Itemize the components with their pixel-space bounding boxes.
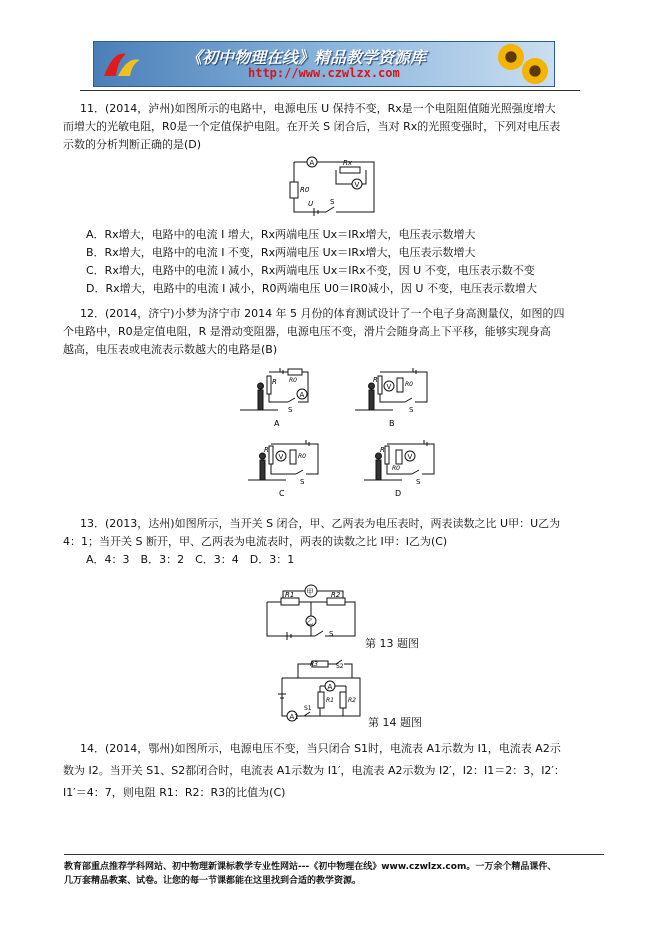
sunflower-icon	[498, 44, 524, 70]
q12-figure-c-label: C	[279, 489, 285, 498]
sunflower-icon	[522, 58, 548, 84]
q12b-s-label: S	[409, 406, 414, 414]
q12b-r-label: R	[373, 376, 378, 384]
q13-jia-label: 甲	[306, 588, 314, 596]
header-rule	[80, 90, 580, 91]
q12-line-1: 12．(2014，济宁)小梦为济宁市 2014 年 5 月份的体育测试设计了一个电子身高测量仪，如图的四	[80, 307, 565, 320]
footer-line-2: 几万套精品教案、试卷。让您的每一节课都能在这里找到合适的教学资源。	[64, 876, 362, 886]
q13-circuit-diagram	[263, 578, 363, 642]
q12-figure-a	[238, 366, 318, 430]
header-banner	[93, 41, 555, 87]
q12-figure-c	[246, 440, 326, 504]
footer-rule	[64, 854, 604, 855]
q12c-r-label: R	[264, 446, 269, 454]
q13-line-2: 4：1；当开关 S 断开，甲、乙两表为电流表时，两表的读数之比 I甲：I乙为(C)	[63, 535, 448, 548]
q11-line-1: 11．(2014，泸州)如图所示的电路中，电源电压 U 保持不变，Rx是一个电阻阻值随光照强度增大	[80, 102, 556, 115]
banner-url: http://www.czwlzx.com	[248, 66, 400, 80]
q12c-voltmeter-label: V	[278, 453, 284, 461]
footer-line-1: 教育部重点推荐学科网站、初中物理新课标教学专业性网站---《初中物理在线》www.czwlzx.com。一万余个精品课件、	[64, 862, 557, 872]
q14-circuit-diagram	[274, 658, 370, 724]
q12a-ammeter-label: A	[299, 391, 305, 399]
q12-figure-b	[353, 366, 433, 430]
banner-title: 《初中物理在线》精品教学资源库	[186, 48, 427, 67]
q13-line-1: 13．(2013，达州)如图所示，当开关 S 闭合，甲、乙两表为电压表时，两表读数之比 U甲：U乙为	[80, 517, 561, 530]
q11-u-label: U	[308, 200, 314, 208]
q14-r2-label: R2	[348, 697, 356, 704]
q12d-r0-label: R0	[392, 465, 400, 472]
q11-line-2: 而增大的光敏电阻，R0是一个定值保护电阻。在开关 S 闭合后，当对 Rx的光照变强时，下列对电压表	[63, 120, 561, 133]
q12a-s-label: S	[288, 406, 293, 414]
q13-r2-label: R2	[331, 591, 341, 599]
q11-s-label: S	[330, 198, 335, 206]
q11-voltmeter-label: V	[354, 181, 360, 189]
q13-yi-label: 乙	[306, 618, 314, 626]
q14-line-3: I1′＝4：7，则电阻 R1：R2：R3的比值为(C)	[63, 786, 286, 799]
q14-line-1: 14．(2014，鄂州)如图所示，电源电压不变，当只闭合 S1时，电流表 A1示数为 I1，电流表 A2示	[80, 742, 561, 755]
q12d-voltmeter-label: V	[407, 453, 413, 461]
q11-line-3: 示数的分析判断正确的是(D)	[63, 138, 202, 151]
q12a-r-label: R	[272, 378, 277, 386]
q14-a2-label: A	[327, 683, 333, 691]
q11-ammeter-label: A	[309, 159, 315, 167]
q11-option-b: B．Rx增大，电路中的电流 I 不变，Rx两端电压 Ux＝IRx增大，电压表示数增大	[86, 246, 476, 259]
q11-option-c: C．Rx增大，电路中的电流 I 减小，Rx两端电压 Ux＝IRx不变，因 U 不变，电压表示数不变	[86, 264, 535, 277]
q14-s1-label: S1	[304, 705, 312, 712]
q11-rx-label: Rx	[343, 159, 353, 167]
q12b-voltmeter-label: V	[386, 383, 392, 391]
q12b-r0-label: R0	[405, 381, 413, 388]
q12-figure-a-label: A	[274, 419, 280, 428]
q12c-s-label: S	[300, 478, 305, 486]
q12d-r-label: R	[380, 446, 385, 454]
q11-circuit-diagram	[284, 156, 384, 220]
q11-option-a: A．Rx增大，电路中的电流 I 增大，Rx两端电压 Ux＝IRx增大，电压表示数增大	[86, 228, 476, 241]
q12-figure-d	[362, 440, 442, 504]
q13-choices: A．4：3 B．3：2 C．3：4 D．3：1	[86, 553, 295, 566]
q14-figure-caption: 第 14 题图	[368, 716, 422, 729]
q12-figure-d-label: D	[395, 489, 402, 498]
q11-r0-label: R0	[300, 186, 310, 194]
q14-line-2: 数为 I2。当开关 S1、S2都闭合时，电流表 A1示数为 I1′，电流表 A2示数为 I2′，I2：I1＝2：3，I2′：	[63, 764, 565, 777]
q14-a1-label: A1	[289, 713, 299, 721]
q12a-r0-label: R0	[289, 377, 297, 384]
q14-s2-label: S2	[336, 663, 344, 670]
q11-option-d: D．Rx增大，电路中的电流 I 减小，R0两端电压 U0＝IR0减小，因 U 不变，电压表示数增大	[86, 282, 537, 295]
q12c-r0-label: R0	[298, 453, 306, 460]
q14-r3-label: R3	[310, 661, 318, 668]
q14-r1-label: R1	[326, 697, 334, 704]
q12-line-2: 个电路中，R0是定值电阻，R 是滑动变阻器，电源电压不变，滑片会随身高上下平移，能够实现身高	[63, 325, 551, 338]
q13-figure-caption: 第 13 题图	[365, 637, 419, 650]
q12-figure-b-label: B	[389, 419, 395, 428]
q12-line-3: 越高，电压表或电流表示数越大的电路是(B)	[63, 343, 278, 356]
q12d-s-label: S	[416, 478, 421, 486]
site-logo-icon	[100, 46, 144, 82]
q13-s-label: S	[329, 630, 334, 638]
q13-r1-label: R1	[285, 591, 295, 599]
